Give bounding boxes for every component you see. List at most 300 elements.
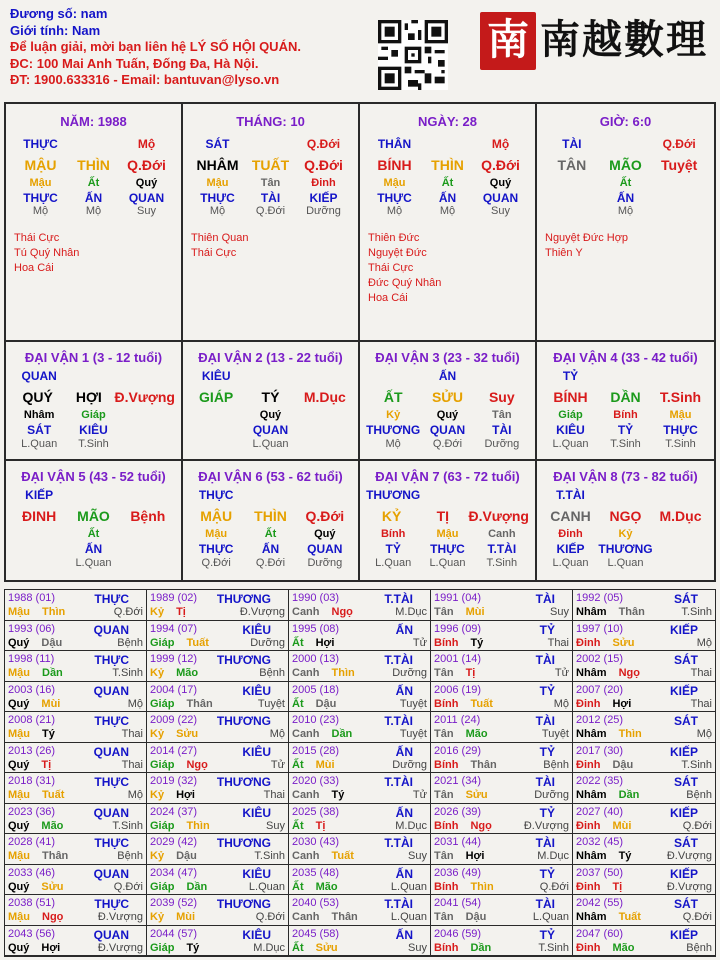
year-head (576, 714, 712, 728)
year-body (292, 789, 427, 801)
year-branch: Ngọ (186, 758, 208, 771)
year-phase: T.Sinh (112, 667, 143, 679)
year-label: 2018 (31) (8, 775, 56, 787)
year-body (150, 850, 285, 862)
year-branch: Dần (42, 667, 63, 679)
star-item: Thái Cực (368, 262, 414, 274)
year-stem: Kỷ (150, 606, 165, 618)
year-phase: L.Quan (248, 880, 285, 893)
dv-main: ẤT (383, 389, 403, 405)
dv-phase: L.Quan (75, 557, 112, 569)
dv-hidden-stem-row (12, 409, 175, 423)
year-branch: Thìn (42, 606, 66, 618)
year-cell (573, 926, 715, 957)
year-stem: Bính (434, 819, 459, 832)
year-phase: Suy (550, 606, 569, 618)
pillar-top: THỰC (23, 137, 58, 151)
dv-top (475, 488, 529, 508)
dv-top (243, 369, 297, 389)
dai-van-title: ĐẠI VẬN 3 (23 - 32 tuổi) (375, 350, 520, 365)
year-label: 2001 (14) (434, 653, 482, 665)
year-head (434, 867, 569, 881)
year-label: 2040 (53) (292, 897, 340, 909)
year-god: ẤN (395, 805, 413, 820)
year-body (8, 942, 143, 954)
dv-god: SÁT (27, 423, 52, 437)
pillar-column (183, 104, 360, 340)
year-stem: Mậu (8, 667, 30, 679)
year-head (576, 775, 712, 789)
year-god: TÀI (535, 897, 555, 911)
pillar-hidden-stem-row (14, 177, 173, 191)
year-body (292, 698, 427, 710)
year-stem: Giáp (150, 758, 175, 771)
year-cell (147, 621, 289, 652)
dv-god: KIÊU (556, 423, 585, 437)
year-stem: Giáp (150, 819, 175, 832)
year-stem: Ất (292, 819, 304, 832)
year-label: 1998 (11) (8, 653, 55, 665)
year-head (434, 836, 569, 850)
dai-van-title: ĐẠI VẬN 1 (3 - 12 tuổi) (24, 350, 163, 365)
year-branch: Mùi (41, 697, 61, 710)
year-phase: Thai (690, 667, 712, 679)
pillar-main: Q.Đới (304, 157, 343, 173)
year-head (434, 897, 569, 911)
year-cell (573, 895, 715, 926)
star-item: Hoa Cái (368, 292, 408, 304)
year-body (434, 789, 569, 801)
dv-god: ẤN (261, 542, 280, 556)
year-cell (289, 895, 431, 926)
year-god: THƯƠNG (216, 775, 271, 789)
year-phase: Bệnh (117, 636, 143, 649)
year-body (576, 606, 712, 618)
dv-god-row (189, 542, 352, 557)
pillar-phase (545, 205, 599, 223)
pillar-god-row (545, 191, 706, 205)
year-body (292, 911, 427, 923)
pillar-phase: Mộ (386, 205, 403, 217)
year-cell (289, 865, 431, 896)
dv-hidden-stem: Ất (87, 528, 100, 540)
pillar-top-row (191, 137, 350, 157)
pillar-main: BÍNH (377, 157, 412, 173)
gender-line: Giới tính: Nam (10, 22, 101, 38)
year-label: 2046 (59) (434, 927, 482, 940)
dv-top (475, 369, 529, 389)
pillar-top: SÁT (205, 137, 230, 151)
year-branch: Mão (315, 880, 338, 893)
dv-phase (121, 557, 175, 571)
dv-top-row (189, 369, 352, 389)
year-phase: Thai (121, 758, 143, 771)
year-stem: Đinh (576, 880, 601, 893)
year-body (8, 667, 143, 679)
year-stem: Tân (434, 850, 454, 862)
year-phase: T.Sinh (254, 850, 285, 862)
pillar-main: NHÂM (196, 157, 239, 173)
year-branch: Tý (618, 850, 632, 862)
pillar-title: NĂM: 1988 (60, 114, 127, 129)
year-cell (431, 865, 573, 896)
star-item: Thiên Đức (368, 232, 420, 244)
year-head (434, 623, 569, 637)
year-label: 1990 (03) (292, 592, 340, 604)
dv-main: Đ.Vượng (114, 389, 175, 405)
pillar-hidden-stem: Quý (135, 177, 158, 189)
year-phase: Dưỡng (250, 636, 285, 649)
year-branch: Dần (186, 880, 208, 893)
year-label: 2022 (35) (576, 775, 624, 787)
year-label: 2002 (15) (576, 653, 624, 665)
year-phase: Tử (412, 636, 427, 649)
year-label: 2000 (13) (292, 653, 340, 665)
year-cell (573, 651, 715, 682)
year-label: 2026 (39) (434, 805, 482, 818)
year-branch: Tị (315, 819, 326, 832)
pillar-phase: Suy (491, 205, 510, 217)
year-label: 2028 (41) (8, 836, 56, 848)
dai-van-title: ĐẠI VẬN 7 (63 - 72 tuổi) (375, 469, 520, 484)
year-phase: Mộ (553, 697, 569, 710)
pillar-main: Q.Đới (481, 157, 520, 173)
year-cell (289, 926, 431, 957)
dv-hidden-stem: Mậu (205, 528, 228, 540)
dv-main-row (189, 389, 352, 409)
dv-main-row (12, 389, 175, 409)
year-cell (431, 773, 573, 804)
year-stem: Mậu (8, 789, 30, 801)
year-branch: Hợi (176, 789, 195, 801)
year-head (292, 653, 427, 667)
pillar-hidden-stem-row (545, 177, 706, 191)
year-branch: Mão (176, 667, 199, 679)
dv-hidden-stem (298, 409, 352, 423)
year-stem: Tân (434, 667, 454, 679)
pillar-top: THÂN (377, 137, 412, 151)
year-cell (147, 590, 289, 621)
year-branch: Tý (470, 636, 484, 649)
year-label: 2004 (17) (150, 683, 198, 696)
year-phase: Suy (408, 850, 427, 862)
year-branch: Dậu (315, 697, 337, 710)
year-stem: Quý (8, 636, 30, 649)
year-stem: Canh (292, 911, 320, 923)
year-god: THỰC (94, 836, 129, 850)
dv-main: Đ.Vượng (468, 508, 529, 524)
dv-top (653, 488, 708, 508)
dv-main: MÃO (77, 508, 110, 524)
year-label: 2023 (36) (8, 805, 56, 818)
year-label: 1999 (12) (150, 653, 198, 665)
dv-hidden-stem: Giáp (81, 409, 106, 421)
year-label: 2043 (56) (8, 927, 56, 940)
year-god: T.TÀI (384, 714, 413, 728)
dv-top: THƯƠNG (366, 488, 421, 502)
year-stem: Quý (8, 758, 30, 771)
year-stem: Tân (434, 728, 454, 740)
year-phase: Q.Đới (682, 819, 712, 832)
pillar-hidden-stem (652, 177, 706, 191)
year-god: T.TÀI (384, 836, 413, 850)
pillar-god: THỰC (377, 191, 412, 205)
dv-phase (12, 557, 66, 571)
dv-god: THƯƠNG (598, 542, 653, 556)
pillar-phase: Suy (137, 205, 156, 217)
dv-main-row (12, 508, 175, 528)
dv-phase (189, 438, 243, 452)
year-head (576, 836, 712, 850)
dai-van-title: ĐẠI VẬN 5 (43 - 52 tuổi) (21, 469, 166, 484)
year-body (8, 606, 143, 618)
year-label: 2030 (43) (292, 836, 340, 848)
year-stem: Canh (292, 728, 320, 740)
pillar-title: GIỜ: 6:0 (599, 114, 652, 129)
year-body (292, 728, 427, 740)
dv-top-row (12, 369, 175, 389)
pillar-god: ẤN (84, 191, 103, 205)
year-body (576, 789, 712, 801)
year-head (8, 897, 143, 911)
pillar-hidden-stem: Ất (87, 177, 100, 189)
dv-god (121, 423, 175, 438)
year-stem: Giáp (150, 941, 175, 954)
year-phase: L.Quan (390, 880, 427, 893)
dai-van-title: ĐẠI VẬN 4 (33 - 42 tuổi) (553, 350, 698, 365)
dv-god: KIÊU (79, 423, 108, 437)
dv-phase: L.Quan (21, 438, 58, 450)
star-item: Nguyệt Đức Hợp (545, 232, 629, 244)
dv-top (66, 369, 120, 389)
year-body (292, 850, 427, 862)
year-branch: Sửu (176, 728, 199, 740)
pillar-top: TÀI (562, 137, 582, 151)
year-label: 2035 (48) (292, 866, 340, 879)
year-body (8, 698, 143, 710)
year-body (8, 850, 143, 862)
year-phase: T.Sinh (112, 819, 143, 832)
year-body (576, 637, 712, 649)
year-phase: Dưỡng (392, 758, 427, 771)
year-cell (289, 621, 431, 652)
year-body (576, 850, 712, 862)
year-label: 1988 (01) (8, 592, 56, 604)
year-stem: Quý (8, 819, 30, 832)
pillar-god (545, 191, 599, 205)
dv-hidden-stem: Kỷ (618, 528, 633, 540)
year-stem: Ất (292, 880, 304, 893)
year-body (8, 911, 143, 923)
dv-main: HỢI (75, 389, 102, 405)
year-god: THỰC (94, 653, 129, 667)
year-god: THỰC (94, 714, 129, 728)
dv-hidden-stem: Đinh (558, 528, 583, 540)
year-phase: Tử (412, 789, 427, 801)
pillar-god: QUAN (482, 191, 519, 205)
pillar-top (599, 137, 653, 157)
year-branch: Thân (618, 606, 645, 618)
year-body (434, 698, 569, 710)
year-god: KIÊU (242, 927, 271, 942)
year-branch: Tý (331, 789, 345, 801)
year-stem: Mậu (8, 606, 30, 618)
year-head (292, 714, 427, 728)
pillar-hidden-stem-row (191, 177, 350, 191)
year-branch: Dậu (612, 758, 634, 771)
year-phase: Thai (263, 789, 285, 801)
year-label: 2016 (29) (434, 744, 482, 757)
pillar-column (360, 104, 537, 340)
pillar-stars (191, 231, 350, 261)
year-cell (147, 743, 289, 774)
dv-main: TÝ (261, 389, 280, 405)
pillar-top: Mộ (491, 137, 510, 151)
year-god: T.TÀI (384, 775, 413, 789)
pillar-phase: Dưỡng (306, 205, 341, 217)
dai-van-cell (360, 461, 537, 580)
year-branch: Tị (176, 606, 186, 618)
year-phase: Tuyệt (257, 697, 285, 710)
year-stem: Giáp (150, 697, 175, 710)
year-branch: Thân (186, 697, 213, 710)
year-branch: Mão (41, 819, 64, 832)
dv-god: THỰC (198, 542, 234, 556)
year-body (576, 820, 712, 832)
pillar-main: MẬU (24, 157, 57, 173)
year-body (434, 759, 569, 771)
pillar-phase-row (191, 205, 350, 223)
year-label: 2037 (50) (576, 866, 624, 879)
dv-main: M.Dục (303, 389, 346, 405)
dv-main: KỶ (381, 508, 402, 524)
year-cell (5, 773, 147, 804)
year-phase: Thai (121, 728, 143, 740)
year-head (576, 806, 712, 820)
year-phase: Q.Đới (113, 606, 143, 618)
year-label: 2044 (57) (150, 927, 198, 940)
year-god: QUAN (93, 683, 129, 698)
dv-hidden-stem: Mậu (436, 528, 459, 540)
pillar-column (6, 104, 183, 340)
dv-phase: L.Quan (607, 557, 644, 569)
year-label: 1995 (08) (292, 622, 340, 635)
year-stem: Kỷ (150, 850, 165, 862)
year-god: THỰC (94, 775, 129, 789)
year-body (292, 881, 427, 893)
year-phase: Q.Đới (113, 880, 143, 893)
qr-code-icon (378, 20, 448, 90)
year-label: 1994 (07) (150, 622, 198, 635)
pillar-phase: Q.Đới (255, 205, 286, 217)
year-cell (147, 926, 289, 957)
year-cell (5, 712, 147, 743)
year-stem: Ất (292, 636, 304, 649)
dv-hidden-stem-row (366, 528, 529, 542)
four-pillars-table (4, 102, 716, 342)
year-cell (573, 712, 715, 743)
year-phase: Tuyệt (399, 728, 427, 740)
year-stem: Bính (434, 941, 459, 954)
year-god: KIÊU (242, 622, 271, 637)
year-head (8, 745, 143, 759)
year-label: 1989 (02) (150, 592, 198, 604)
year-cell (431, 621, 573, 652)
year-stem: Bính (434, 880, 459, 893)
year-head (150, 745, 285, 759)
year-cell (431, 743, 573, 774)
dai-van-title: ĐẠI VẬN 2 (13 - 22 tuổi) (198, 350, 343, 365)
year-branch: Mùi (465, 606, 485, 618)
year-body (434, 850, 569, 862)
year-god: KIẾP (669, 805, 698, 820)
pillar-top-row (368, 137, 527, 157)
year-god: KIẾP (669, 927, 698, 942)
year-body (434, 942, 569, 954)
dai-van-cell (6, 342, 183, 461)
year-cell (289, 773, 431, 804)
year-god: KIẾP (669, 866, 698, 881)
year-body (292, 606, 427, 618)
dv-phase-row (543, 557, 708, 571)
dv-phase: Mộ (385, 438, 401, 450)
dv-main: Bệnh (130, 508, 166, 524)
year-god: QUAN (93, 866, 129, 881)
year-phase: Đ.Vượng (523, 819, 569, 832)
dv-hidden-stem: Quý (259, 409, 282, 421)
dai-van-title: ĐẠI VẬN 6 (53 - 62 tuổi) (198, 469, 343, 484)
year-stem: Kỷ (150, 728, 165, 740)
pillar-phase: Mộ (617, 205, 634, 217)
year-phase: T.Sinh (538, 941, 569, 954)
year-branch: Dần (331, 728, 353, 740)
year-cell (573, 834, 715, 865)
dv-main: GIÁP (199, 389, 234, 405)
year-branch: Dần (470, 941, 492, 954)
year-god: SÁT (674, 897, 698, 911)
year-stem: Kỷ (150, 911, 165, 923)
year-body (8, 728, 143, 740)
dv-god: THỰC (663, 423, 698, 437)
dai-van-cell (183, 461, 360, 580)
year-branch: Tuất (186, 636, 209, 649)
year-branch: Sửu (465, 789, 488, 801)
year-stem: Ất (292, 941, 304, 954)
year-head (292, 928, 427, 942)
year-stem: Quý (8, 880, 30, 893)
year-branch: Tuất (331, 850, 354, 862)
pillar-hidden-stem: Mậu (206, 177, 229, 189)
svg-text:南: 南 (486, 15, 530, 64)
year-body (8, 637, 143, 649)
dv-god: QUAN (252, 423, 289, 437)
year-cell (5, 621, 147, 652)
year-stem: Kỷ (150, 667, 165, 679)
year-label: 2041 (54) (434, 897, 482, 909)
year-branch: Ngọ (331, 606, 353, 618)
dv-top (420, 488, 474, 508)
year-phase: Q.Đới (539, 880, 569, 893)
dv-top (366, 369, 420, 389)
year-phase: M.Dục (253, 941, 285, 954)
pillar-top: Q.Đới (306, 137, 341, 151)
year-cell (5, 651, 147, 682)
year-stem: Đinh (576, 819, 601, 832)
dv-phase: T.Sinh (665, 438, 696, 450)
star-item: Thái Cực (191, 247, 237, 259)
year-god: TÀI (535, 714, 555, 728)
year-phase: Tử (270, 758, 285, 771)
